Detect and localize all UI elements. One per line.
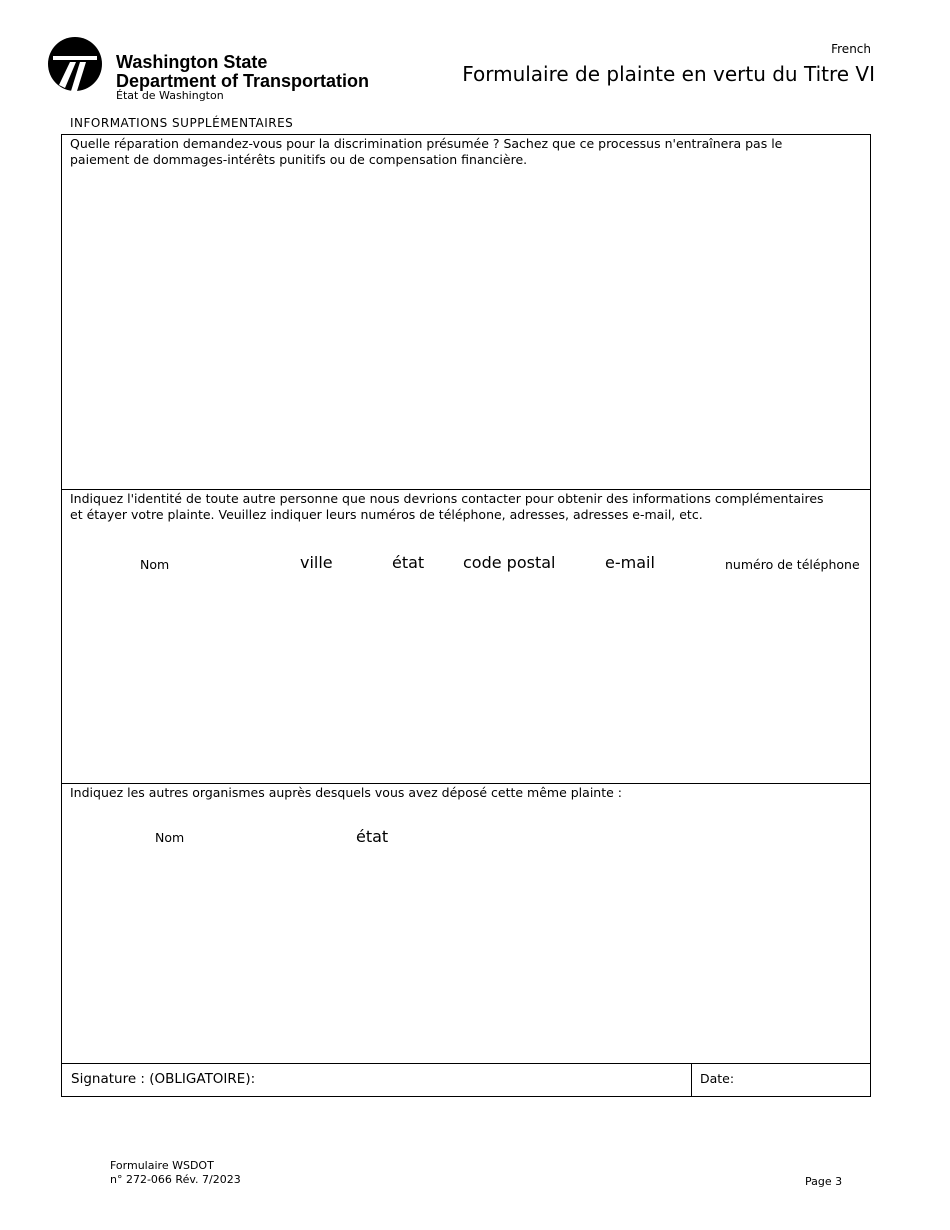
org-name-line1: Washington State (116, 52, 268, 72)
agencies-col-state: état (356, 827, 389, 846)
contacts-col-state: état (392, 553, 425, 572)
agencies-col-name: Nom (155, 830, 185, 845)
remedy-field[interactable] (61, 134, 871, 490)
contacts-col-zip: code postal (463, 553, 556, 572)
agencies-field[interactable] (61, 783, 871, 1064)
remedy-question: Quelle réparation demandez-vous pour la discrimination présumée ? Sachez que ce processus n'entraînera pas le paiement de dommages-intérêts punitifs ou de compensation financière. (70, 136, 783, 167)
date-label: Date: (700, 1071, 735, 1086)
signature-row (61, 1063, 871, 1097)
contacts-col-phone: numéro de téléphone (725, 557, 860, 572)
contacts-field[interactable] (61, 489, 871, 784)
form-title: Formulaire de plainte en vertu du Titre VI (462, 62, 875, 86)
section-heading: INFORMATIONS SUPPLÉMENTAIRES (70, 116, 294, 130)
signature-label: Signature : (OBLIGATOIRE): (71, 1071, 256, 1087)
org-name-line2: Department of Transportation (116, 71, 370, 91)
wsdot-logo-icon (47, 36, 103, 92)
org-name-line3: État de Washington (116, 89, 224, 102)
language-label: French (831, 42, 871, 56)
contacts-question: Indiquez l'identité de toute autre personne que nous devrions contacter pour obtenir des informations complémentaires et étayer votre plainte. Veuillez indiquer leurs numéros de téléphone, adresses, adresses e-mail, etc. (70, 491, 824, 522)
page-number: Page 3 (805, 1175, 843, 1188)
signature-divider (691, 1064, 692, 1096)
footer-form-line2: n° 272-066 Rév. 7/2023 (110, 1173, 241, 1186)
agencies-question: Indiquez les autres organismes auprès desquels vous avez déposé cette même plainte : (70, 785, 622, 800)
contacts-col-city: ville (300, 553, 333, 572)
contacts-col-name: Nom (140, 557, 170, 572)
contacts-col-email: e-mail (605, 553, 655, 572)
footer-form-line1: Formulaire WSDOT (110, 1159, 214, 1172)
